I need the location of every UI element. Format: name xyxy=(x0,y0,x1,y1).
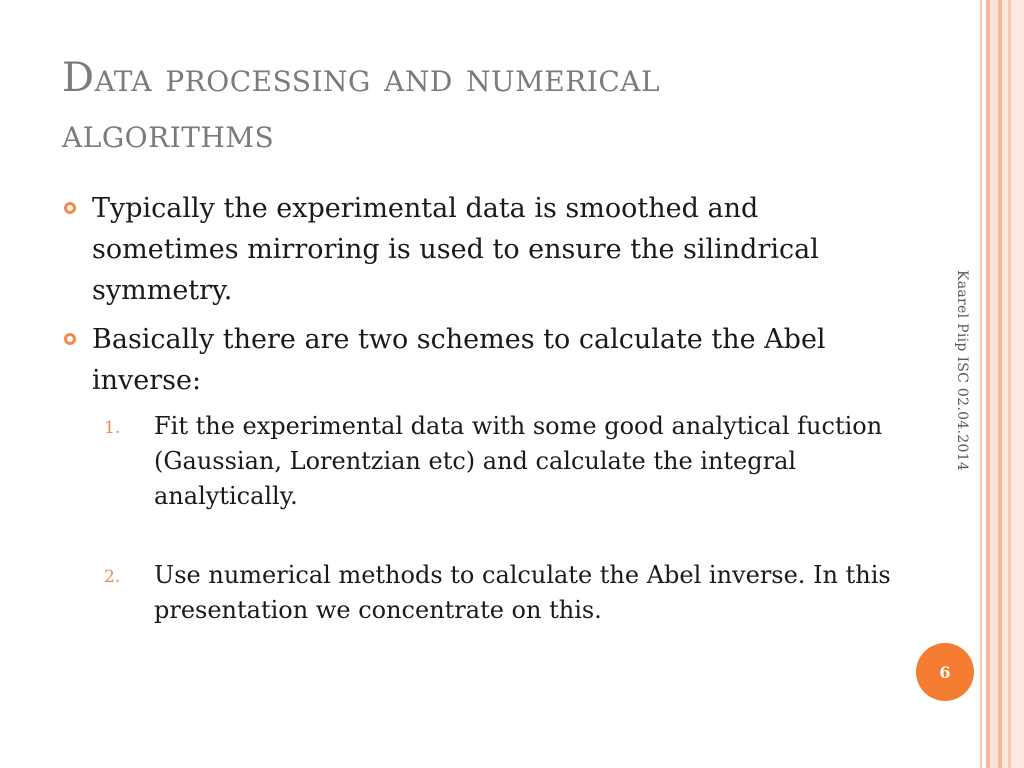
author-date-footer: Kaarel Piip ISC 02.04.2014 xyxy=(954,270,970,472)
decor-stripe xyxy=(990,0,998,768)
bullet-text: Typically the experimental data is smoothed and sometimes mirroring is used to ensure the silindrical symmetry. xyxy=(92,193,819,306)
numbered-item xyxy=(64,409,894,514)
bullet-ring-icon xyxy=(64,202,76,214)
item-text: Fit the experimental data with some good analytical fuction (Gaussian, Lorentzian etc) and calculate the integral analytically. xyxy=(154,412,883,510)
numbered-list xyxy=(64,409,894,628)
numbered-item xyxy=(64,558,894,628)
bullet-item xyxy=(64,188,894,311)
slide-body xyxy=(64,188,894,628)
page-number: 6 xyxy=(939,662,951,682)
decor-stripe xyxy=(1002,0,1024,768)
item-number: 1. xyxy=(104,418,121,438)
decor-stripe xyxy=(1008,0,1011,768)
item-text: Use numerical methods to calculate the Abel inverse. In this presentation we concentrate on this. xyxy=(154,561,891,624)
page-number-badge xyxy=(916,643,974,701)
item-number: 2. xyxy=(104,567,121,587)
decor-stripe xyxy=(980,0,982,768)
slide-title: Data processing and numerical algorithms xyxy=(62,55,661,157)
bullet-item xyxy=(64,319,894,401)
bullet-ring-icon xyxy=(64,333,76,345)
bullet-text: Basically there are two schemes to calculate the Abel inverse: xyxy=(92,324,826,396)
